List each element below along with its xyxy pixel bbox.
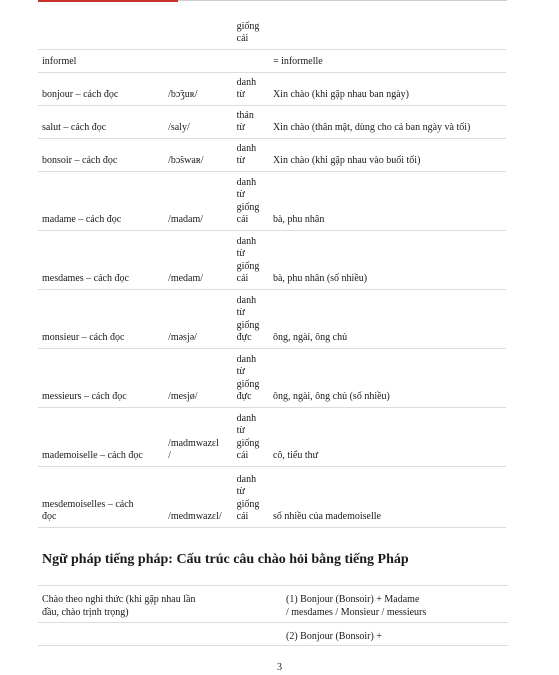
vocab-row (38, 16, 506, 49)
greeting-row (38, 585, 508, 623)
word-cell: bonsoir – cách đọc (38, 138, 164, 171)
vocab-row (38, 466, 506, 527)
word-type-cell: danh từ giống cái (235, 230, 269, 289)
pronunciation-cell: /saly/ (164, 105, 235, 138)
word-cell (38, 16, 164, 49)
vocabulary-table (38, 16, 506, 528)
section-heading: Ngữ pháp tiếng pháp: Cấu trúc câu chào hỏi bằng tiếng Pháp (42, 552, 409, 567)
word-type-cell: thán từ (235, 105, 269, 138)
word-cell: informel (38, 49, 164, 72)
vocab-row (38, 49, 506, 72)
meaning-cell: ông, ngài, ông chủ (269, 289, 506, 348)
meaning-cell (269, 16, 506, 49)
word-type-cell (235, 49, 269, 72)
pronunciation-cell: /madam/ (164, 171, 235, 230)
word-cell: mesdames – cách đọc (38, 230, 164, 289)
page-number: 3 (277, 662, 282, 673)
pronunciation-cell: /madmwazɛl / (164, 407, 235, 466)
pronunciation-cell: /bɔ̃ʒuʀ/ (164, 72, 235, 105)
word-type-cell: giống cái (235, 16, 269, 49)
meaning-cell: cô, tiểu thư (269, 407, 506, 466)
word-cell: mademoiselle – cách đọc (38, 407, 164, 466)
vocab-row (38, 138, 506, 171)
vocab-row (38, 407, 506, 466)
greeting-context-cell: Chào theo nghi thức (khi gặp nhau lần đầu, chào trịnh trọng) (42, 594, 196, 618)
word-type-cell: danh từ giống đực (235, 348, 269, 407)
meaning-cell: = informelle (269, 49, 506, 72)
greeting-structure-cell: (2) Bonjour (Bonsoir) + (286, 631, 382, 642)
word-cell: salut – cách đọc (38, 105, 164, 138)
meaning-cell: số nhiều của mademoiselle (269, 466, 506, 527)
pronunciation-cell: /medam/ (164, 230, 235, 289)
word-type-cell: danh từ (235, 72, 269, 105)
greeting-structure-cell: (1) Bonjour (Bonsoir) + Madame / mesdames / Monsieur / messieurs (286, 594, 427, 618)
pronunciation-cell: /mesjø/ (164, 348, 235, 407)
vocab-row (38, 72, 506, 105)
word-type-cell: danh từ (235, 138, 269, 171)
word-type-cell: danh từ giống cái (235, 466, 269, 527)
meaning-cell: bà, phu nhân (269, 171, 506, 230)
top-accent-bar (38, 0, 178, 2)
pronunciation-cell: /bɔ̃swaʀ/ (164, 138, 235, 171)
meaning-cell: bà, phu nhân (số nhiều) (269, 230, 506, 289)
word-cell: monsieur – cách đọc (38, 289, 164, 348)
meaning-cell: ông, ngài, ông chủ (số nhiều) (269, 348, 506, 407)
greeting-structure-table (38, 585, 508, 646)
pronunciation-cell (164, 49, 235, 72)
vocab-row (38, 105, 506, 138)
word-type-cell: danh từ giống cái (235, 171, 269, 230)
vocab-row (38, 348, 506, 407)
meaning-cell: Xin chào (thân mật, dùng cho cả ban ngày và tối) (269, 105, 506, 138)
pronunciation-cell: /medmwazɛl/ (164, 466, 235, 527)
meaning-cell: Xin chào (khi gặp nhau ban ngày) (269, 72, 506, 105)
word-type-cell: danh từ giống cái (235, 407, 269, 466)
word-cell: bonjour – cách đọc (38, 72, 164, 105)
word-cell: madame – cách đọc (38, 171, 164, 230)
word-cell: mesdemoiselles – cách đọc (38, 466, 164, 527)
word-cell: messieurs – cách đọc (38, 348, 164, 407)
pronunciation-cell (164, 16, 235, 49)
meaning-cell: Xin chào (khi gặp nhau vào buổi tối) (269, 138, 506, 171)
greeting-row (38, 623, 508, 646)
vocab-row (38, 230, 506, 289)
vocab-row (38, 171, 506, 230)
vocab-row (38, 289, 506, 348)
pronunciation-cell: /məsjə/ (164, 289, 235, 348)
word-type-cell: danh từ giống đực (235, 289, 269, 348)
